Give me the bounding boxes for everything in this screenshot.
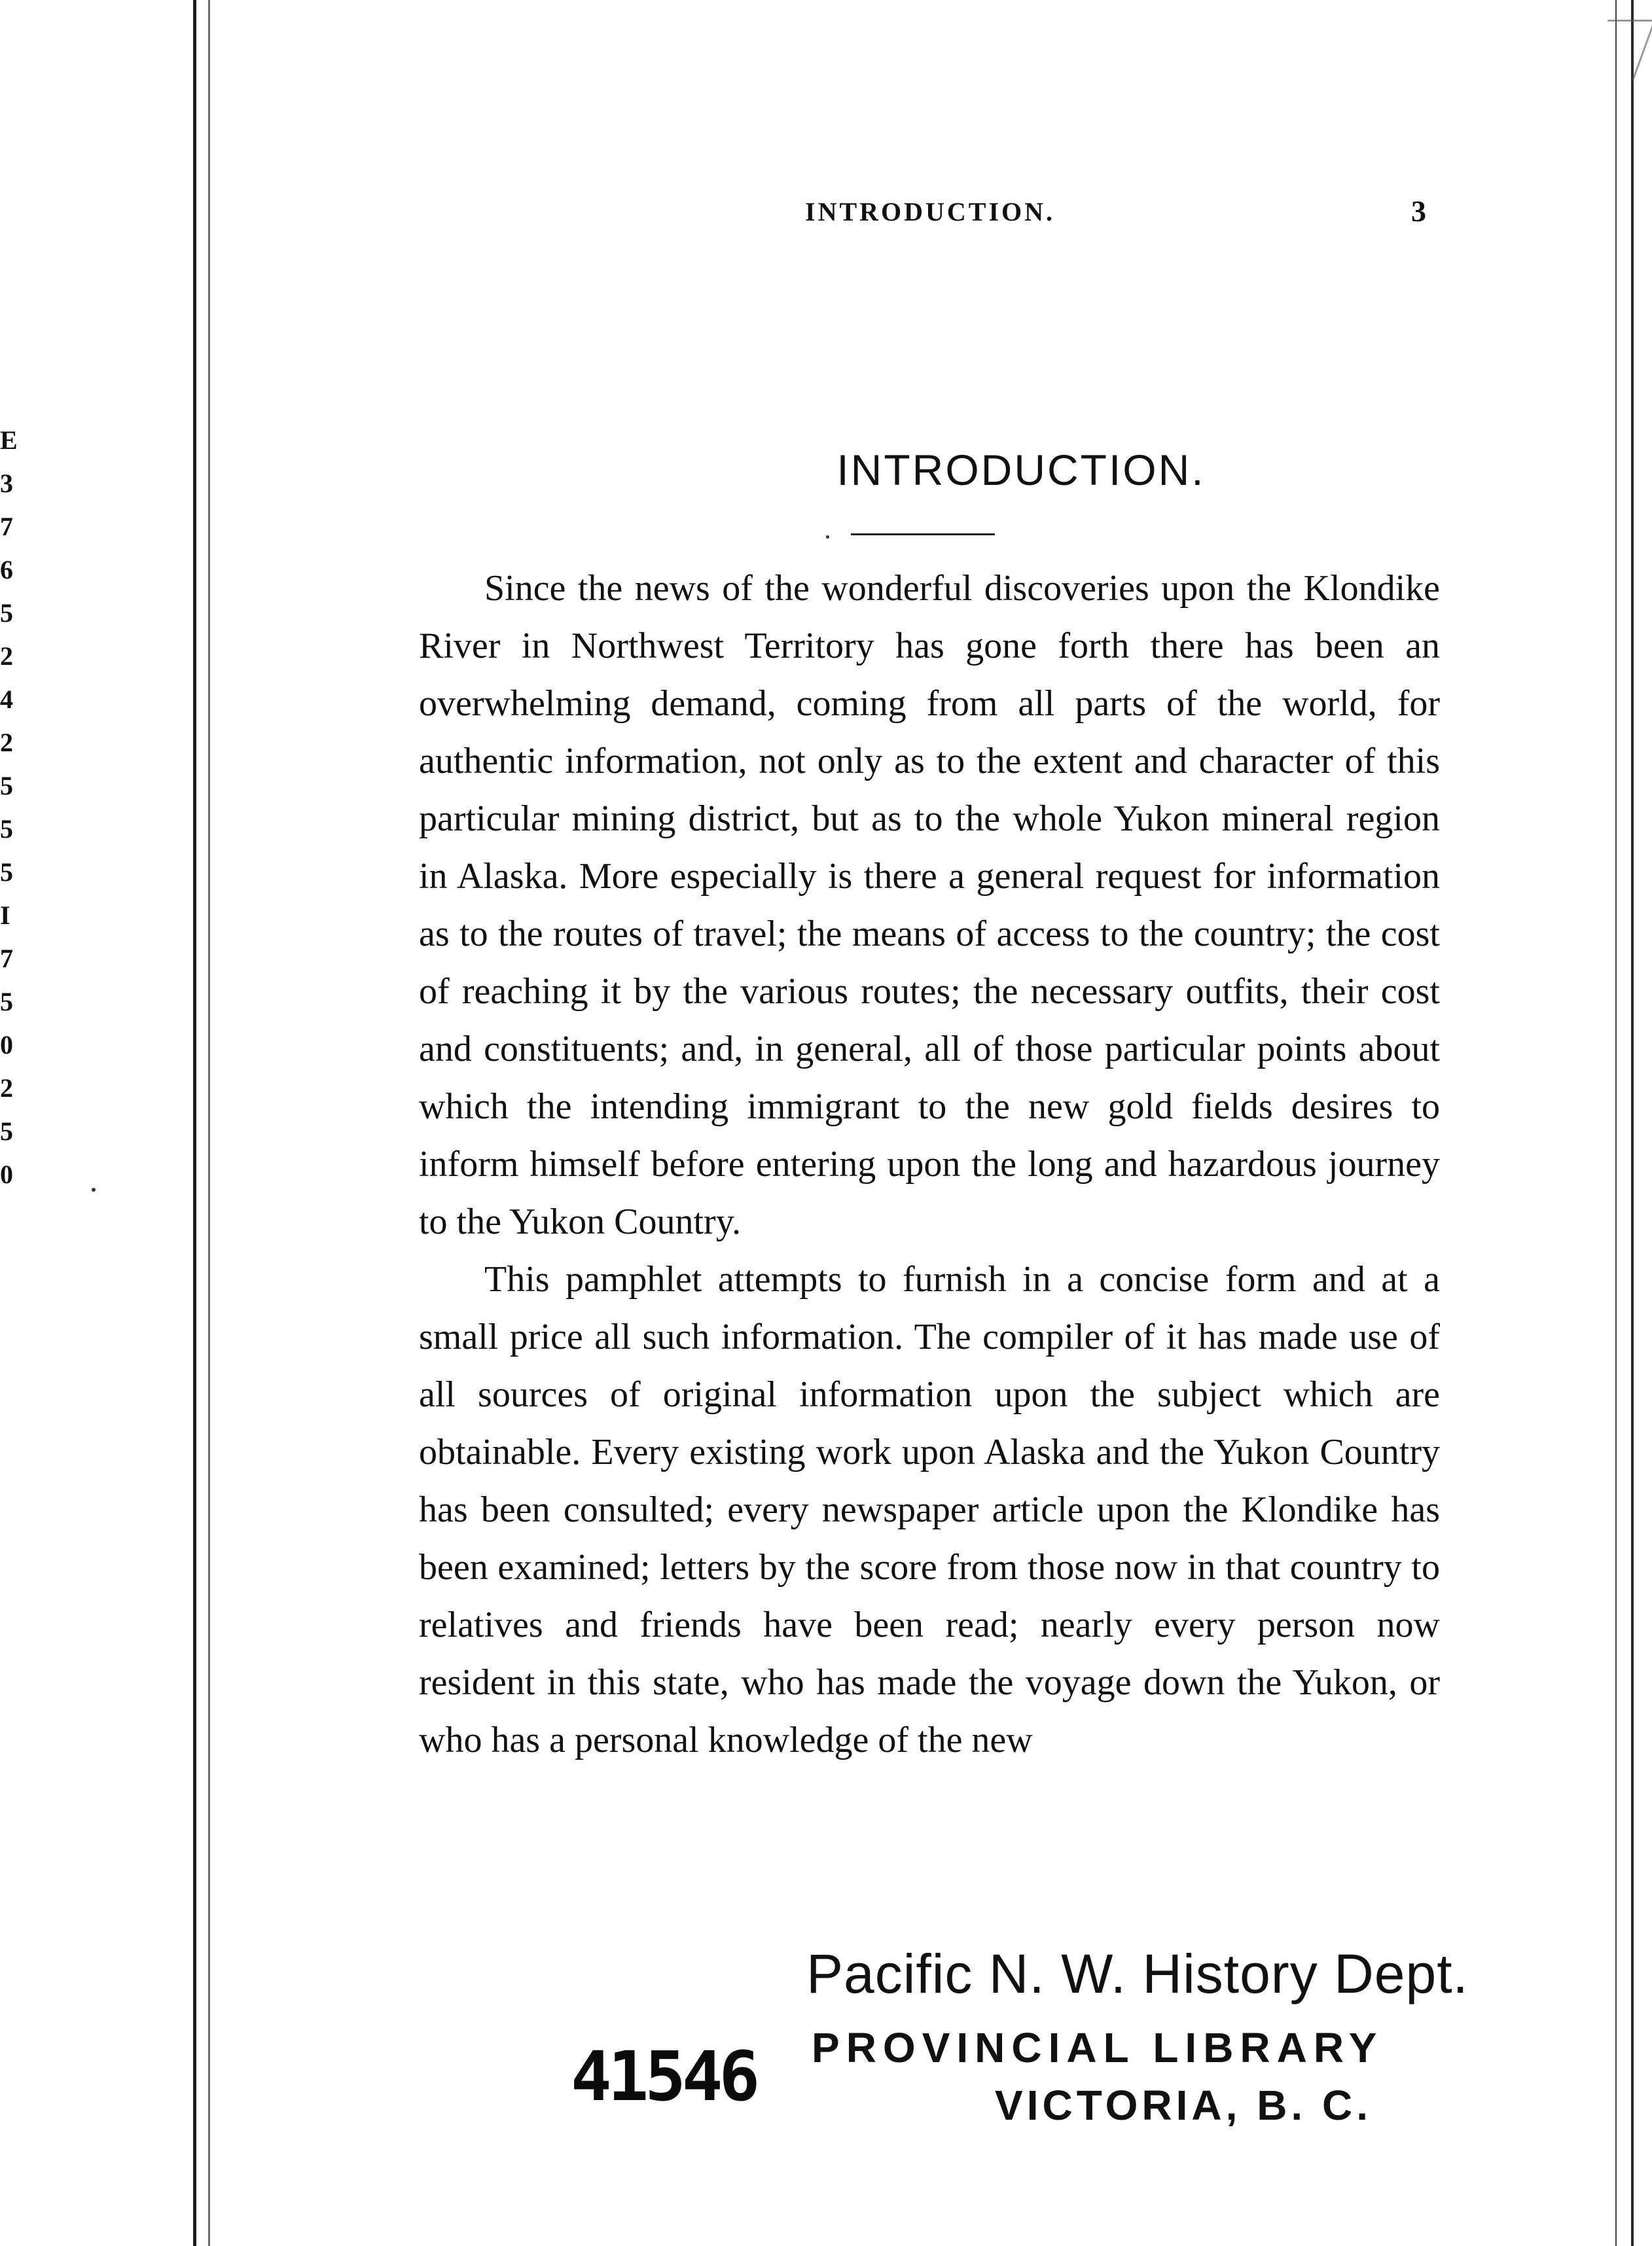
page-right-edge — [1615, 0, 1617, 2246]
paragraph-2: This pamphlet attempts to furnish in a concise form and at a small price all such information. The compiler of it has made use of all sources of original information upon the subject which are obtainable. Every existing work upon Alaska and the Yukon Country has been consulted; every newspaper article upon the Klondike has been examined; letters by the score from those now in that country to relatives and friends have been read; nearly every person now resident in this state, who has made the voyage down the Yukon, or who has a personal knowledge of the new — [419, 1259, 1440, 1760]
facing-page-edge-char: 2 — [0, 641, 13, 671]
facing-page-edge-char: 0 — [0, 1030, 13, 1060]
library-stamp-city: VICTORIA, B. C. — [995, 2082, 1372, 2129]
facing-page-edge-char: 2 — [0, 1073, 13, 1103]
title-rule — [851, 533, 995, 535]
facing-page-edge-char: 7 — [0, 944, 13, 973]
title-ornament-dot — [826, 535, 829, 539]
running-head: INTRODUCTION. — [805, 197, 1056, 226]
facing-page-edge-char: 5 — [0, 598, 13, 628]
facing-page-edge-char: 5 — [0, 771, 13, 800]
facing-page-edge-char — [0, 1196, 18, 1239]
library-stamp-department: Pacific N. W. History Dept. — [806, 1943, 1469, 2005]
facing-page-edge-char: 7 — [0, 512, 13, 541]
facing-page-edge-char: 5 — [0, 1116, 13, 1146]
facing-page-edge-char: 0 — [0, 1160, 13, 1189]
facing-page-edge-char: 2 — [0, 728, 13, 757]
facing-page-edge-char: 5 — [0, 814, 13, 844]
facing-page-edge-char: 3 — [0, 469, 13, 498]
facing-page-fragment — [0, 0, 196, 2246]
paragraph-1: Since the news of the wonderful discoveries upon the Klondike River in Northwest Territory has gone forth there has been an overwhelming demand, coming from all parts of the world, for authentic information, not only as to the extent and character of this particular mining district, but as to the whole Yukon mineral region in Alaska. More especially is there a general request for information as to the routes of travel; the means of access to the country; the cost of reaching it by the various routes; the necessary outfits, their cost and constituents; and, in general, all of those particular points about which the intending immigrant to the new gold fields desires to inform himself before entering upon the long and hazardous journey to the Yukon Country. — [419, 568, 1440, 1242]
accession-number: 41546 — [571, 2037, 757, 2116]
library-stamp-name: PROVINCIAL LIBRARY — [812, 2024, 1384, 2071]
ink-speck — [92, 1188, 96, 1192]
page-corner-mark — [1586, 20, 1652, 80]
facing-page-edge-char: 4 — [0, 685, 13, 714]
facing-page-edge-char: 6 — [0, 555, 13, 584]
facing-page-edge-char: 5 — [0, 987, 13, 1016]
facing-page-edge-char — [0, 1239, 18, 1283]
gutter-shadow — [208, 0, 210, 2246]
page-title: INTRODUCTION. — [836, 446, 1206, 494]
facing-page-edge-char: 5 — [0, 857, 13, 887]
gutter-line — [193, 0, 196, 2246]
page-right-border — [1631, 0, 1634, 2246]
facing-page-edge-char: I — [0, 900, 10, 930]
facing-page-edge-characters — [0, 419, 18, 1283]
body-text — [419, 560, 1440, 1769]
page-number: 3 — [1411, 194, 1426, 228]
facing-page-edge-char: E — [0, 425, 18, 455]
